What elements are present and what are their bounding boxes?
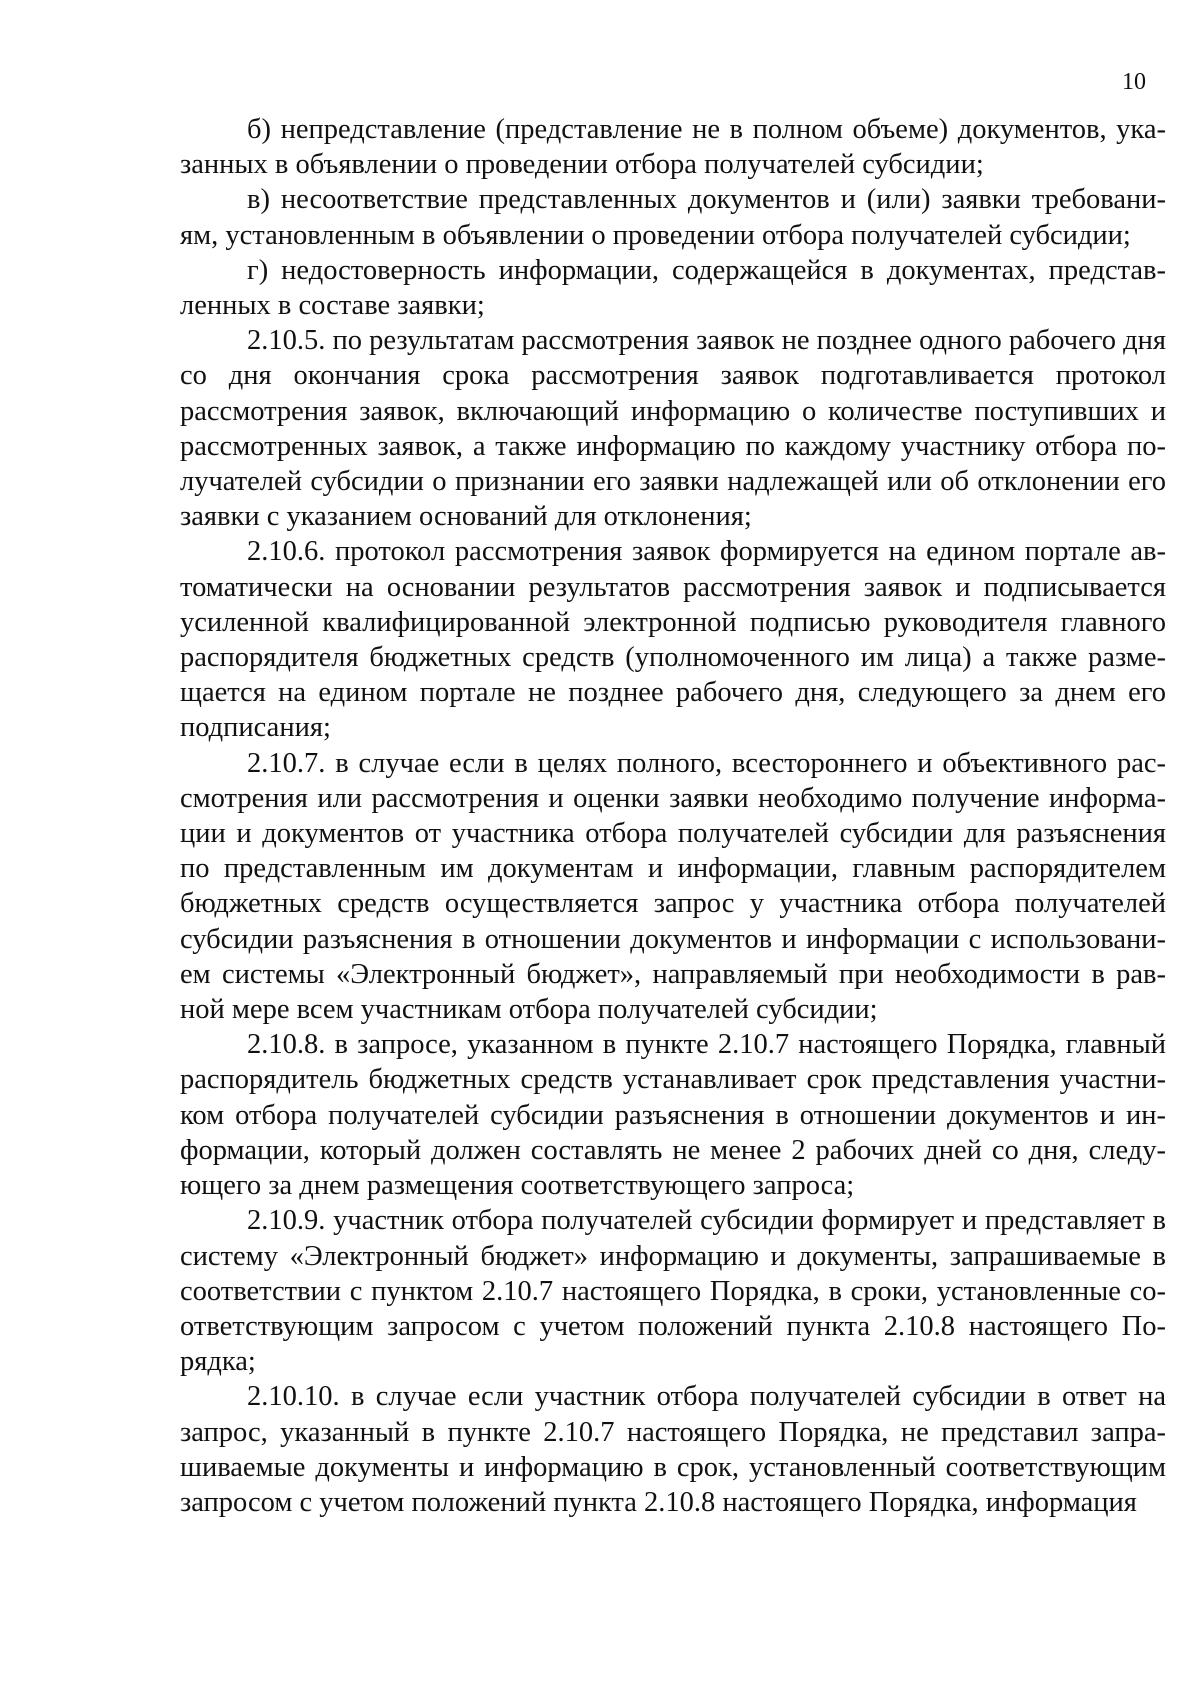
paragraph-2-10-8: 2.10.8. в запросе, указанном в пункте 2.10.7 настоящего Порядка, главный распорядитель бюджетных средств устанавливает срок представления участником отбора получателей субсидии разъяснения в отношении документов и информации, который должен составлять не менее 2 рабочих дней со дня, следующего за днем размещения соответствующего запроса; (180, 1029, 1166, 1202)
page-number: 10 (1122, 69, 1146, 95)
paragraph-item-b: б) непредставление (представление не в полном объеме) документов, указанных в объявлении о проведении отбора получателей субсидии; (180, 114, 1166, 181)
paragraph-2-10-7: 2.10.7. в случае если в целях полного, всестороннего и объективного рассмотрения или рассмотрения и оценки заявки необходимо получение информации и документов от участника отбора получателей субсидии для разъяснения по представленным им документам и информации, главным распорядителем бюджетных средств осуществляется запрос у участника отбора получателей субсидии разъяснения в отношении документов и информации с использованием системы «Электронный бюджет», направляемый при необходимости в равной мере всем участникам отбора получателей субсидии; (180, 747, 1166, 1026)
paragraph-2-10-6: 2.10.6. протокол рассмотрения заявок формируется на едином портале автоматически на основании результатов рассмотрения заявок и подписывается усиленной квалифицированной электронной подписью руководителя главного распорядителя бюджетных средств (уполномоченного им лица) а также размещается на едином портале не позднее рабочего дня, следующего за днем его подписания; (180, 536, 1166, 744)
paragraph-2-10-9: 2.10.9. участник отбора получателей субсидии формирует и представляет в систему «Электронный бюджет» информацию и документы, запрашиваемые в соответствии с пунктом 2.10.7 настоящего Порядка, в сроки, установленные соответствующим запросом с учетом положений пункта 2.10.8 настоящего Порядка; (180, 1205, 1166, 1378)
paragraph-2-10-5: 2.10.5. по результатам рассмотрения заявок не позднее одного рабочего дня со дня окончания срока рассмотрения заявок подготавливается протокол рассмотрения заявок, включающий информацию о количестве поступивших и рассмотренных заявок, а также информацию по каждому участнику отбора получателей субсидии о признании его заявки надлежащей или об отклонении его заявки с указанием оснований для отклонения; (180, 325, 1166, 533)
paragraph-item-g: г) недостоверность информации, содержащейся в документах, представленных в составе заявки; (180, 254, 1166, 322)
document-body (180, 112, 1166, 1520)
paragraph-2-10-10: 2.10.10. в случае если участник отбора получателей субсидии в ответ на запрос, указанный в пункте 2.10.7 настоящего Порядка, не представил запрашиваемые документы и информацию в срок, установленный соответствующим запросом с учетом положений пункта 2.10.8 настоящего Порядка, информация (180, 1381, 1166, 1518)
paragraph-item-v: в) несоответствие представленных документов и (или) заявки требованиям, установленным в объявлении о проведении отбора получателей субсидии; (180, 184, 1166, 251)
